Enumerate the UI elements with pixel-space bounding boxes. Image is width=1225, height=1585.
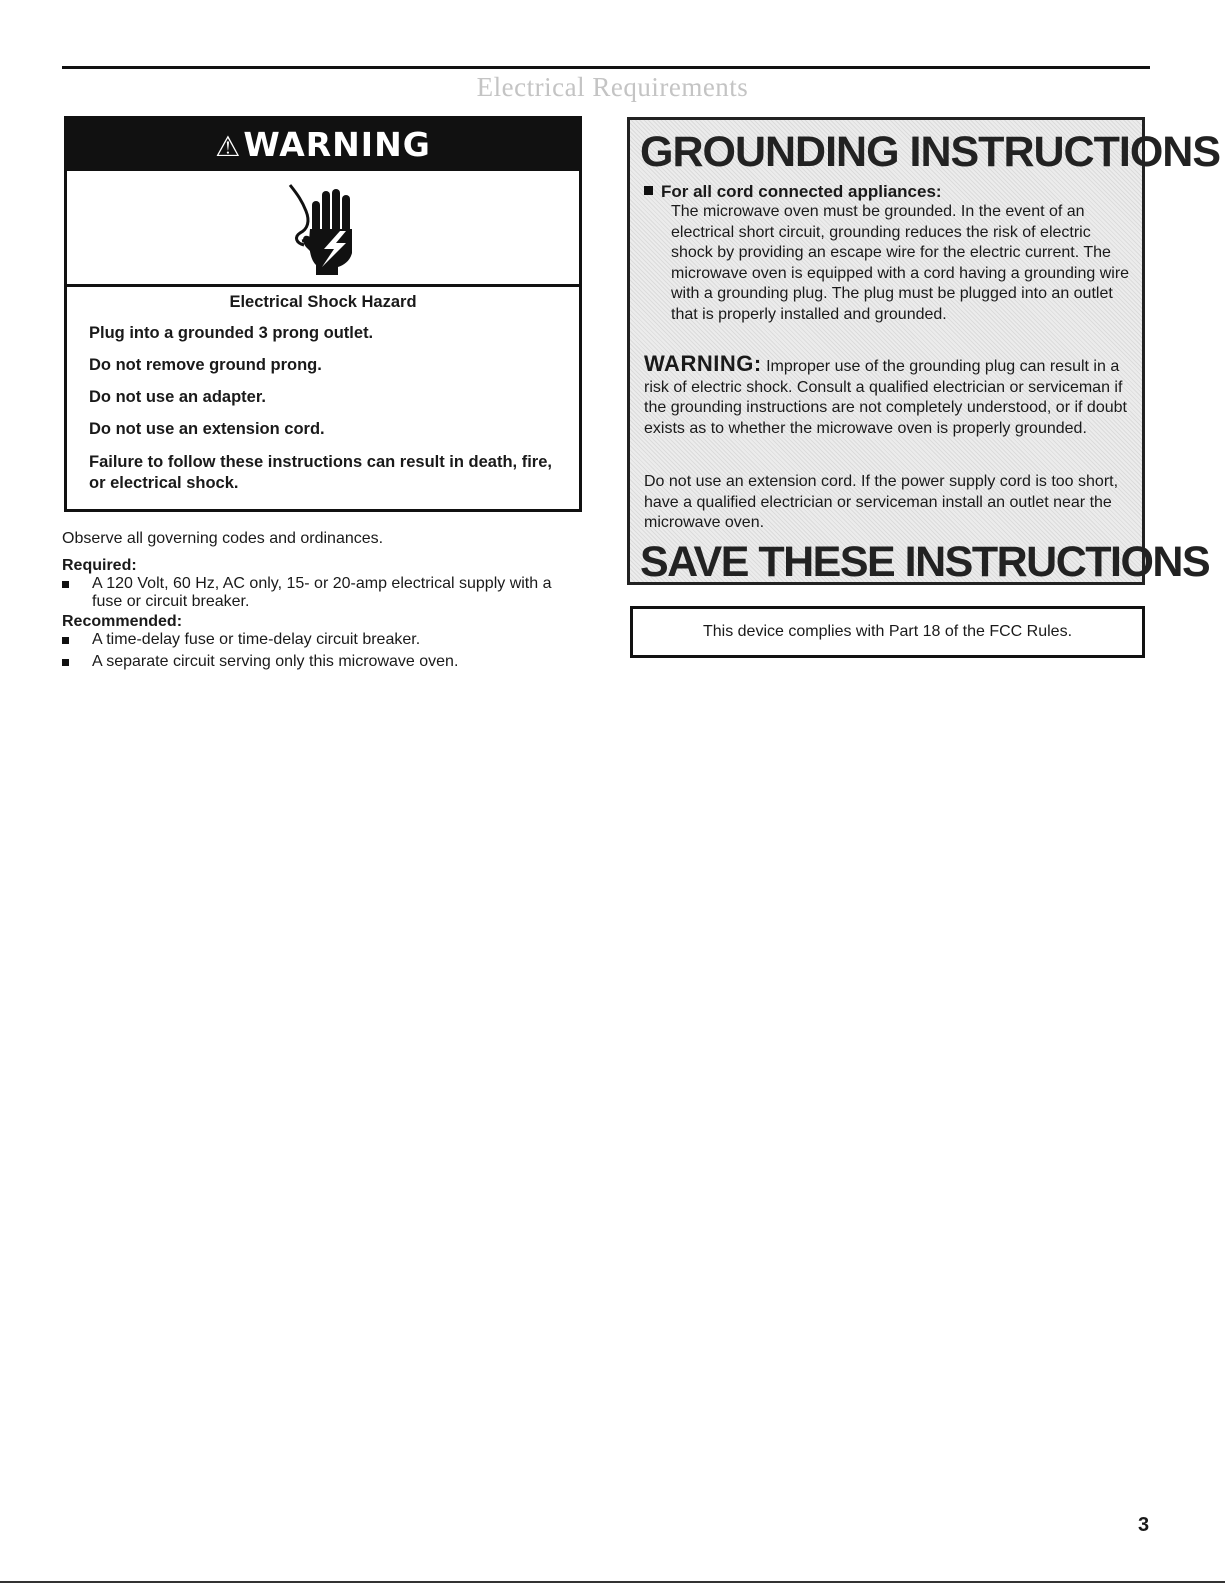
grounding-paragraph: The microwave oven must be grounded. In the event of an electrical short circuit, grounding reduces the risk of electric shock by providing an escape wire for the electric current. The microwave oven is equipped with a cord having a grounding wire with a grounding plug. The plug must be plugged into an outlet that is properly installed and grounded. <box>671 203 1130 323</box>
extension-cord-paragraph: Do not use an extension cord. If the power supply cord is too short, have a qualified electrician or serviceman install an outlet near the microwave oven. <box>644 473 1119 531</box>
grounding-instructions-box <box>627 117 1220 586</box>
warning-header-label: WARNING <box>243 125 431 164</box>
hazard-title: Electrical Shock Hazard <box>229 293 417 311</box>
warning-line: Do not remove ground prong. <box>89 356 322 374</box>
list-item: A separate circuit serving only this microwave oven. <box>62 653 582 671</box>
warning-header <box>67 119 579 171</box>
warning-illustration <box>67 171 579 287</box>
bullet-square-icon <box>62 637 69 644</box>
save-instructions-title: SAVE THESE INSTRUCTIONS <box>640 538 1210 586</box>
header-rule <box>62 66 1150 69</box>
required-label: Required: <box>62 557 137 574</box>
electrical-shock-hand-icon <box>288 181 360 277</box>
grounding-warning-text: Improper use of the grounding plug can result in a risk of electric shock. Consult a qualified electrician or serviceman if the grounding instructions are not completely understood, or if doubt exists as to whether the microwave oven is properly grounded. <box>644 358 1127 437</box>
page-number: 3 <box>1138 1514 1150 1536</box>
bullet-square-icon <box>644 186 653 195</box>
fcc-notice: This device complies with Part 18 of the FCC Rules. <box>630 606 1145 658</box>
footer-rule <box>0 1581 1225 1583</box>
grounding-subheading: For all cord connected appliances: <box>644 182 942 202</box>
warning-line: Plug into a grounded 3 prong outlet. <box>89 324 374 342</box>
warning-line: Do not use an adapter. <box>89 388 266 406</box>
page-title: Electrical Requirements <box>476 72 749 102</box>
recommended-label: Recommended: <box>62 613 183 630</box>
grounding-warning <box>644 351 1134 439</box>
warning-body <box>67 287 579 494</box>
bullet-square-icon <box>62 581 69 588</box>
list-item: A time-delay fuse or time-delay circuit breaker. <box>62 631 582 649</box>
warning-line: Failure to follow these instructions can result in death, fire, or electrical shock. <box>89 453 552 492</box>
electrical-requirements-text <box>62 530 582 671</box>
warning-triangle-icon: ⚠ <box>215 130 242 163</box>
warning-line: Do not use an extension cord. <box>89 420 325 438</box>
bullet-square-icon <box>62 659 69 666</box>
grounding-title: GROUNDING INSTRUCTIONS <box>640 128 1220 176</box>
grounding-warning-label: WARNING: <box>644 351 762 376</box>
list-item: A 120 Volt, 60 Hz, AC only, 15- or 20-amp electrical supply with a fuse or circuit breaker. <box>62 575 582 611</box>
codes-intro: Observe all governing codes and ordinances. <box>62 530 384 547</box>
warning-box <box>64 116 582 512</box>
